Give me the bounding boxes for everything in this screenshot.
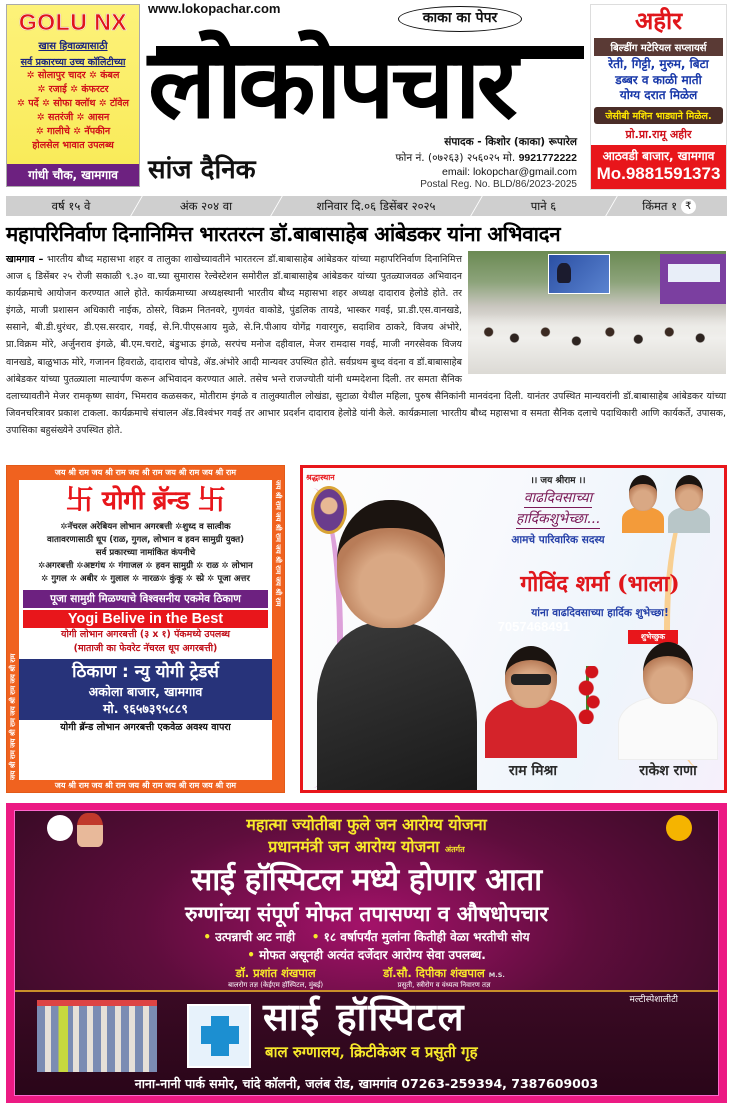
ambedkar-banner-graphic [548,254,610,294]
benefit: मोफत असूनही अत्यंत दर्जेदार आरोग्य सेवा उपलब्ध. [259,948,486,962]
ad-line: सर्व प्रकारच्या नामांकित कंपनीचे [95,548,196,558]
ad-brand [19,480,272,521]
ad-yogi-brand[interactable] [6,465,285,793]
ad-mobile: Mo.9881591373 [596,164,721,183]
ad-item: ✲ पर्दे ✲ सोफा क्लॉथ ✲ टॉवेल [17,97,129,109]
contact-email: email: lokopchar@gmail.com [442,166,577,178]
top-portraits [622,473,710,533]
edition-label: सांज दैनिक [148,155,256,185]
portrait-head [675,475,703,511]
greeting: यांना वाढदिवसाच्या हार्दिक शुभेच्छा! [531,607,669,619]
benefit: १८ वर्षापर्यंत मुलांना कितीही वेळा भरतीची सोय [323,930,530,944]
ad-subheadline: रुग्णांच्या संपूर्ण मोफत तपासण्या व औषधोपचार [184,901,549,926]
ad-address: गांधी चौक, खामगाव [7,164,139,186]
scheme-text: प्रधानमंत्री जन आरोग्य योजना [268,837,440,856]
doctor-name-text: डॉ.सौ. दिपीका शंखपाल [383,966,485,980]
ad-address: आठवडी बाजार, खामगाव [602,149,715,163]
issue-year: वर्ष १५ वे [51,199,91,213]
member-label: आमचे पारिवारिक सदस्य [511,534,605,546]
government-seal-icon [666,815,692,841]
hospital-name: साई हॉस्पिटल [263,994,466,1039]
article-body [6,251,726,439]
benefits-line [15,946,718,964]
multispeciality-label: मल्टीस्पेशालीटी [629,995,678,1005]
ad-band: पूजा सामुग्री मिळण्याचे विश्वसनीय एकमेव ठिकाण [23,590,268,608]
ad-slogan: Yogi Belive in the Best [23,610,268,628]
scheme-name [15,836,718,860]
article-photo[interactable] [468,251,726,374]
ad-band: जेसीबी मशिन भाड्याने मिळेल. [594,107,723,124]
issue-number: अंक २०४ वा [136,196,276,216]
rupee-icon: ₹ [681,199,696,214]
shop-address: अकोला बाजार, खामगाव [88,684,203,699]
ad-item: ✲ सतरंजी ✲ आसन [36,111,110,123]
issue-info-bar [6,196,727,216]
brand-name: योगी ब्रॅन्ड [101,486,190,516]
ad-proprietor: प्रो.प्रा.रामू अहीर [625,127,692,141]
bullet-icon: • [311,930,320,944]
ad-brand: GOLU NX [18,9,128,35]
wisher-name: राम मिश्रा [508,763,558,779]
price [611,196,727,216]
ad-item: ✲ रजाई ✲ कंफरटर [37,83,109,95]
ad-line: वातावरणासाठी धूप (राळ, गुगल, लोभान व हवन सामुग्री युक्त) [46,535,245,545]
crowd-graphic [468,314,726,374]
ad-line: सर्व प्रकारच्या उच्च कॉलिटीच्या [20,57,126,68]
doctor-name [383,966,505,981]
ad-item: ✲ सोलापुर चादर ✲ कंबल [26,70,120,81]
ad-line: ✲नॅचरल अरेबियन लोभान अगरबत्ती ✲शुध्द व सात्वीक [60,522,231,532]
ad-line: डब्बर व काळी माती [615,72,702,87]
ad-sai-hospital[interactable] [6,803,727,1103]
doctor [383,966,505,990]
ad-line: रेती, गिट्टी, मुरुम, बिटा [608,57,709,71]
celebrant-name: गोविंद शर्मा (भाला) [520,571,680,597]
border-text: जय श्री राम जय श्री राम जय श्री राम जय श्री राम [274,480,282,607]
article-dateline: खामगाव – [6,254,44,265]
contact-phone: 7057468491 [497,619,570,634]
hospital-logo-icon [187,1004,251,1068]
portrait-head [629,475,657,511]
wishers-ribbon: शुभेच्छुक [628,630,678,644]
ad-content [19,480,272,780]
ad-item: होलसेल भावात उपलब्ध [32,139,114,151]
ad-line: खास हिवाळ्यासाठी [38,41,108,52]
shop-name: ठिकाण : न्यु योगी ट्रेडर्स [72,662,219,682]
swastika-icon: 卐 [65,483,94,516]
hospital-building-graphic [37,1000,157,1072]
roses-graphic [575,666,603,724]
border-text: जय श्री राम जय श्री राम जय श्री राम जय श्री राम जय श्री राम [54,781,237,790]
tagline: काका का पेपर [398,6,522,32]
portrait-head [337,500,445,628]
doctors [15,966,718,990]
doctor [228,966,323,990]
contact-phone [396,151,578,165]
ad-shop-block [19,659,272,720]
benefit: उत्पन्नाची अट नाही [215,930,296,944]
doctor-desc: बालरोग तज्ञ (केईएम हॉस्पिटल, मुंबई) [228,981,324,989]
doctor-name: डॉ. प्रशांत शंखपाल [235,966,316,980]
scheme-name: महात्मा ज्योतीबा फुले जन आरोग्य योजना [246,815,487,834]
bullet-icon: • [247,948,255,962]
article-text: भारतीय बौध्द महासभा शहर व तालुका शाखेच्यावतीने भारतरत्न डॉ.बाबासाहेब आंबेडकर यांच्या महापरिनिर्वाण दिनानिमित्त आज ६ डिसेंबर २५ रोजी सकाळी ९.३० वा.च्या सुमारास रेल्वेस्टेशन समोरील डॉ.बाबासाहेब आंबेडकर यांच्या पुतळ्याजवळ अभिवादन कार्यक्रमाचे आयोजन करण्यात आले होते. कार्यक्रमाच्या अध्यक्षस्थानी भारतीय बौध्द महासभा शहर अध्यक्ष दादाराव हेलोडे होते. तर इंगळे, माजी प्रशासन अधिकारी नाईक, ठोसरे, विक्रम नितनवरे, गुणवंत वाकोडे, पुंडलिक तायडे, भास्कर गवई, प्रा.डी.एस.वानखडे, ससाने, बी.डी.धुरंधर, डी.एस.सरदार, गवई, से.नि.पीएसआय मुळे, से.नि.पीआय योगेंद्र गवारगुरु, सदाशिव ठाकरे, विजय अंभोरे, प्रा.विक्रम मोरे, अर्जुनराव इंगळे, बी.एम.चराटे, बंडुभाऊ इंगळे, सरपंच मनोज दहीवाल, मेजर रामदास गवई, माजी नगरसेवक विजय वानखडे, बाळुभाऊ मोरे, गजानन हिवराळे, दादाराव चोपडे, ॲड.अंभोरे आदी मान्यवर उपस्थित होते. सर्वप्रथम बुध्द वंदना व डॉ.बाबासाहेब आंबेडकर यांच्या पुतळ्याला माल्यार्पण करून अभिवादन करण्यात आले. तसेच भन्ते राजज्योती यांनी धम्मदेशना दिली. तर समता सैनिक दलाच्यावतीने मेजर रामकृष्ण सावंग, भिमराव कळसकर, मोतीराम इंगळे व तालुक्यातील लोखंडा, सुटाळा येथील महिला, पुरुष सैनिकांनी मानवंदना दिली. यानंतर उपस्थित मान्यवरांनी डॉ.बाबासाहेब आंबेडकर यांच्या जिवनचरित्रावर प्रकाश टाकला. कार्यक्रमाचे संचालन ॲड.विश्वंभर गवई तर आभार प्रदर्शन दादाराव हेलोडे यांनी केले. कार्यक्रमाला भारतीय बौध्द महासभा व समता सैनिक दलाचे पदाधिकारी आणि कार्यकर्ते, उपासक, उपासिका बहुसंख्येने उपस्थित होते. [6,254,726,436]
phone-mobile: 9921772222 [518,152,577,164]
stage-graphic [660,254,726,304]
ad-line: ✲अगरबत्ती ✲अष्टगंध ✲ गंगाजल ✲ हवन सामुग्री ✲ राळ ✲ लोभान [38,561,253,571]
ad-band: बिल्डींग मटेरियल सप्लायर्स [594,38,723,56]
ad-footer [591,145,726,189]
shraddhasthan-label: श्रद्धास्थान [306,473,335,482]
article-headline: महापरिनिर्वाण दिनानिमित्त भारतरत्न डॉ.बाबासाहेब आंबेडकर यांना अभिवादन [6,222,561,246]
doctor-degree: M.S. [488,971,505,979]
ad-item: ✲ गालीचे ✲ नॅपकीन [35,125,111,137]
hospital-footer [15,990,718,1095]
hospital-services: बाल रुग्णालय, क्रिटीकेअर व प्रसुती गृह [265,1043,478,1061]
sunglasses-graphic [511,674,551,685]
bullet-icon: • [203,930,212,944]
editor-name: संपादक - किशोर (काका) रूपारेल [444,136,577,148]
ad-line: योग्य दरात मिळेल [619,88,698,103]
wish-line: हार्दिकशुभेच्छा... [515,511,601,527]
wisher2-body [618,696,718,760]
price-label: किंमत १ [642,199,678,213]
ad-ahir[interactable] [590,4,727,190]
masthead [0,0,731,192]
border-text: जय श्री राम जय श्री राम जय श्री राम जय श्री राम [9,653,17,780]
phule-portrait-icon [77,813,103,847]
website-link[interactable]: www.lokopachar.com [148,1,281,16]
wish-line: वाढदिवसाच्या [523,490,593,506]
doctor-desc: प्रसुती, स्त्रीरोग व वंध्यत्व निवारण तज्ञ [397,981,491,989]
jai-shriram: ।। जय श्रीराम ।। [530,476,586,486]
wisher2-head [643,642,693,704]
shop-mobile: मो. ९६५७३९५८८९ [103,701,188,716]
benefits-line [15,928,718,946]
ad-headline: साई हॉस्पिटल मध्ये होणार आता [191,862,542,898]
wisher-name: राकेश राणा [639,763,697,779]
ad-brand: अहीर [634,6,683,35]
postal-registration: Postal Reg. No. BLD/86/2023-2025 [420,179,577,190]
ad-line: ✲ गुगल ✲ अबीर ✲ गुलाल ✲ नारळ✲ कुंकू ✲ स्प्रे ✲ पूजा अत्तर [41,574,250,584]
border-text: जय श्री राम जय श्री राम जय श्री राम जय श्री राम जय श्री राम [54,468,237,477]
ad-line: योगी लोभान अगरबत्ती (३ x १) पॅकमध्ये उपलब्ध [61,629,230,640]
scheme-logo-icon [47,815,73,841]
phone-label: फोन नं. (०७२६३) २५६०२५ मो. [395,152,516,164]
hospital-address: नाना-नानी पार्क समोर, चांदे कॉलनी, जलंब रोड, खामगांव 07263-259394, 7387609003 [134,1076,599,1091]
ad-content [14,810,719,1096]
ad-birthday-wishes[interactable] [300,465,727,793]
scheme-suffix: अंतर्गत [444,844,465,854]
page-count: पाने ६ [476,196,611,216]
ad-line: योगी ब्रॅन्ड लोभान अगरबत्ती एकवेळ अवश्य वापरा [60,722,231,733]
issue-date: शनिवार दि.०६ डिसेंबर २०२५ [276,196,476,216]
newspaper-title: लोकोपचार [148,27,514,140]
ad-golu-nx[interactable] [6,4,140,187]
swastika-icon: 卐 [197,483,226,516]
ad-line: (माताजी का फेवरेट नॅचरल धूप अगरबत्ती) [73,643,218,654]
